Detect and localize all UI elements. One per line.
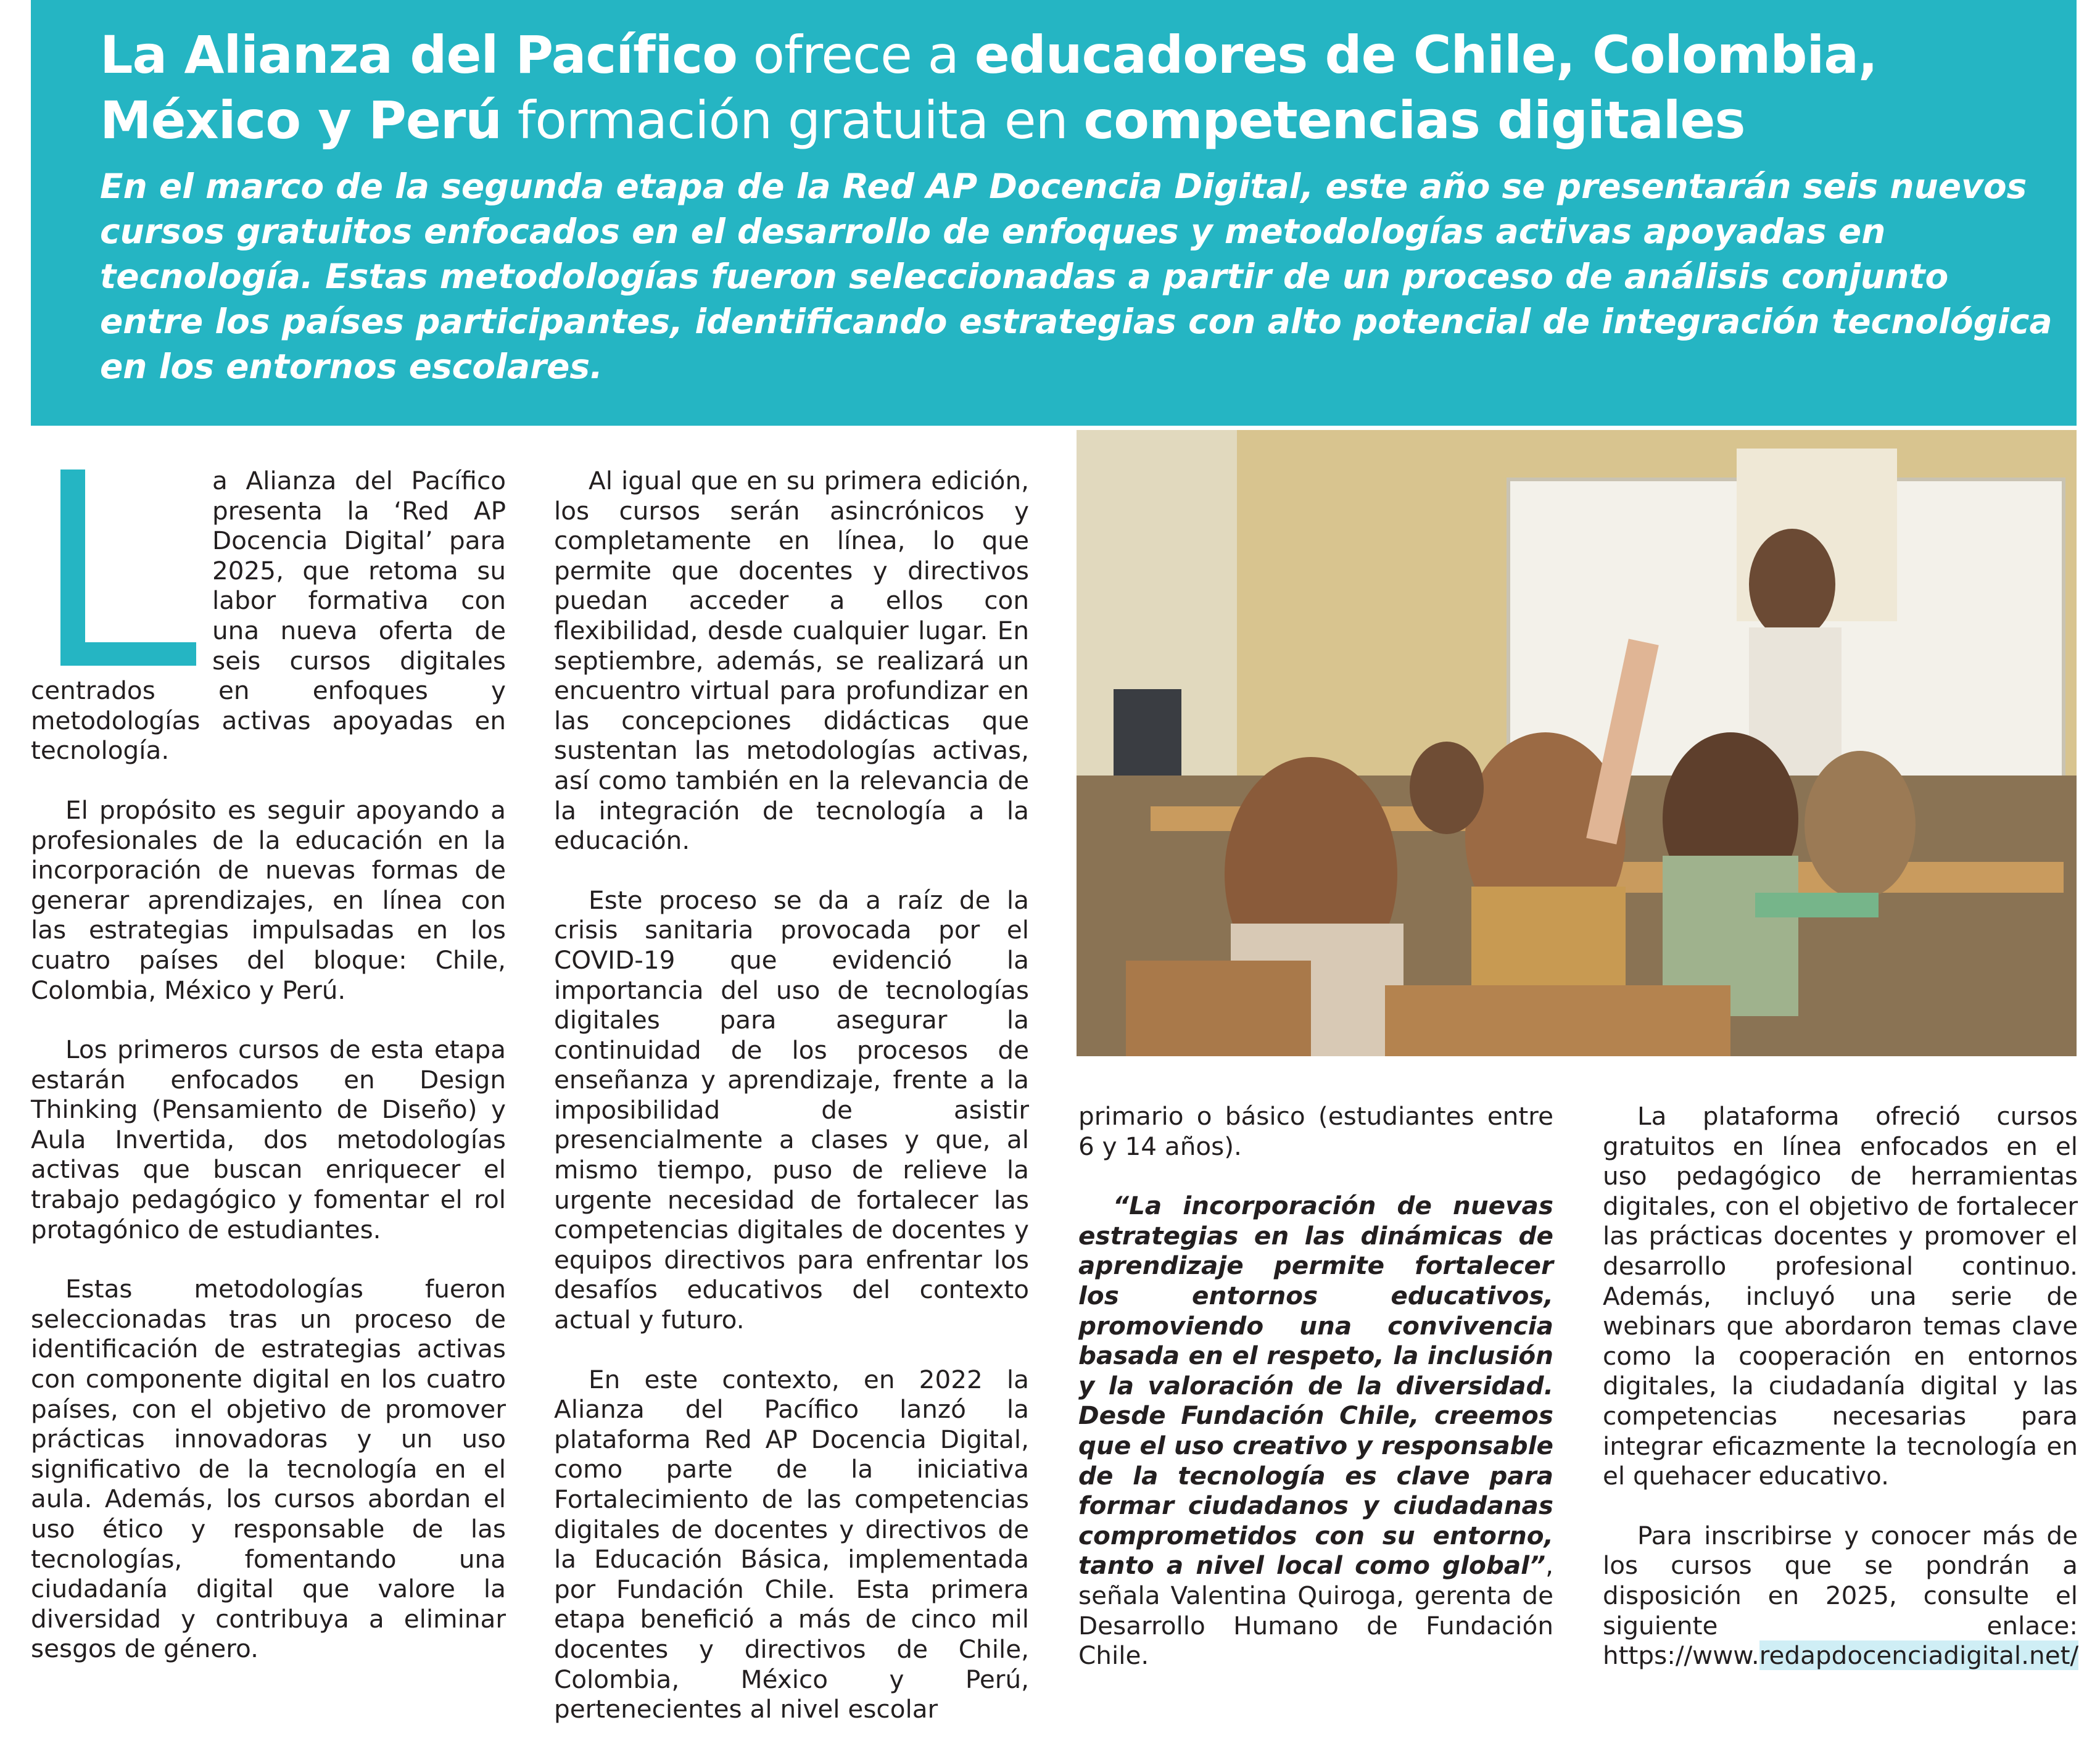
column-1: [31, 466, 506, 1694]
quote-attribution: , señala Valentina Quiroga, gerenta de Desarrollo Humano de Fundación Chile.: [1078, 1550, 1553, 1671]
title-part: competencias digitales: [1083, 90, 1745, 151]
lead-paragraph: a Alianza del Pacífico presenta la ‘Red AP Docencia Digital’ para 2025, que retoma su labor formativa con una nueva oferta de seis cursos digitales centrados en enfoques y metodologías activas apoyadas en tecnología.: [31, 466, 506, 766]
paragraph: El propósito es seguir apoyando a profesionales de la educación en la incorporación de nuevas formas de generar aprendizajes, en línea con las estrategias impulsadas en los cuatro países del bloque: Chile, Colombia, México y Perú.: [31, 795, 506, 1005]
signup-link[interactable]: redapdocenciadigital.net/: [1759, 1640, 2079, 1671]
signup-paragraph: [1603, 1521, 2078, 1671]
title-part: La Alianza del Pacífico: [100, 25, 737, 85]
signup-text: Para inscribirse y conocer más de los cursos que se pondrán a disposición en 2025, consulte el siguiente enlace: https://www.: [1603, 1520, 2078, 1671]
header-banner: [31, 0, 2077, 426]
paragraph: Estas metodologías fueron seleccionadas tras un proceso de identificación de estrategias activas con componente digital en los cuatro países, con el objetivo de promover prácticas innovadoras y un uso significativo de la tecnología en el aula. Además, los cursos abordan el uso ético y responsable de las tecnologías, fomentando una ciudadanía digital que valore la diversidad y contribuya a eliminar sesgos de género.: [31, 1274, 506, 1664]
dropcap-L: [31, 466, 197, 669]
title-part: ofrece a: [737, 25, 975, 85]
article-subtitle: En el marco de la segunda etapa de la Red AP Docencia Digital, este año se presentarán seis nuevos cursos gratuitos enfocados en el desarrollo de enfoques y metodologías activas apoyadas en tecnología. Estas metodologías fueron seleccionadas a partir de un proceso de análisis conjunto entre los países participantes, identificando estrategias con alto potencial de integración tecnológica en los entornos escolares.: [100, 167, 2052, 386]
classroom-photo: [1077, 430, 2077, 1056]
paragraph: La plataforma ofreció cursos gratuitos en línea enfocados en el uso pedagógico de herramientas digitales, con el objetivo de fortalecer las prácticas docentes y promover el desarrollo profesional continuo. Además, incluyó una serie de webinars que abordaron temas clave como la cooperación en entornos digitales, la ciudadanía digital y las competencias necesarias para integrar eficazmente la tecnología en el quehacer educativo.: [1603, 1101, 2078, 1491]
article-title: [100, 22, 2074, 153]
classroom-illustration: [1077, 430, 2077, 1056]
paragraph: Este proceso se da a raíz de la crisis sanitaria provocada por el COVID-19 que evidenció la importancia del uso de tecnologías digitales para asegurar la continuidad de los procesos de enseñanza y aprendizaje, frente a la imposibilidad de asistir presencialmente a clases y que, al mismo tiempo, puso de relieve la urgente necesidad de fortalecer las competencias digitales de docentes y equipos directivos para enfrentar los desafíos educativos del contexto actual y futuro.: [554, 885, 1029, 1335]
column-2: [554, 466, 1029, 1754]
paragraph: Al igual que en su primera edición, los cursos serán asincrónicos y completamente en línea, lo que permite que docentes y directivos puedan acceder a ellos con flexibilidad, desde cualquier lugar. En septiembre, además, se realizará un encuentro virtual para profundizar en las concepciones didácticas que sustentan las metodologías activas, así como también en la relevancia de la integración de tecnología a la educación.: [554, 466, 1029, 856]
paragraph: Los primeros cursos de esta etapa estarán enfocados en Design Thinking (Pensamiento de Diseño) y Aula Invertida, dos metodologías activas que buscan enriquecer el trabajo pedagógico y fomentar el rol protagónico de estudiantes.: [31, 1035, 506, 1244]
title-part: formación gratuita en: [502, 90, 1084, 151]
quote-paragraph: [1078, 1191, 1553, 1671]
paragraph: En este contexto, en 2022 la Alianza del Pacífico lanzó la plataforma Red AP Docencia Digital, como parte de la iniciativa Fortalecimiento de las competencias digitales de docentes y directivos de la Educación Básica, implementada por Fundación Chile. Esta primera etapa benefició a más de cinco mil docentes y directivos de Chile, Colombia, México y Perú, pertenecientes al nivel escolar: [554, 1364, 1029, 1724]
column-4: [1603, 1101, 2078, 1700]
title-part: educadores de Chile, Colombia, México y Perú: [100, 25, 1877, 151]
pull-quote: “La incorporación de nuevas estrategias en las dinámicas de aprendizaje permite fortalecer los entornos educativos, promoviendo una convivencia basada en el respeto, la inclusión y la valoración de la diversidad. Desde Fundación Chile, creemos que el uso creativo y responsable de la tecnología es clave para formar ciudadanos y ciudadanas comprometidos con su entorno, tanto a nivel local como global”: [1078, 1191, 1553, 1581]
paragraph: primario o básico (estudiantes entre 6 y 14 años).: [1078, 1101, 1553, 1161]
column-3: [1078, 1101, 1553, 1700]
